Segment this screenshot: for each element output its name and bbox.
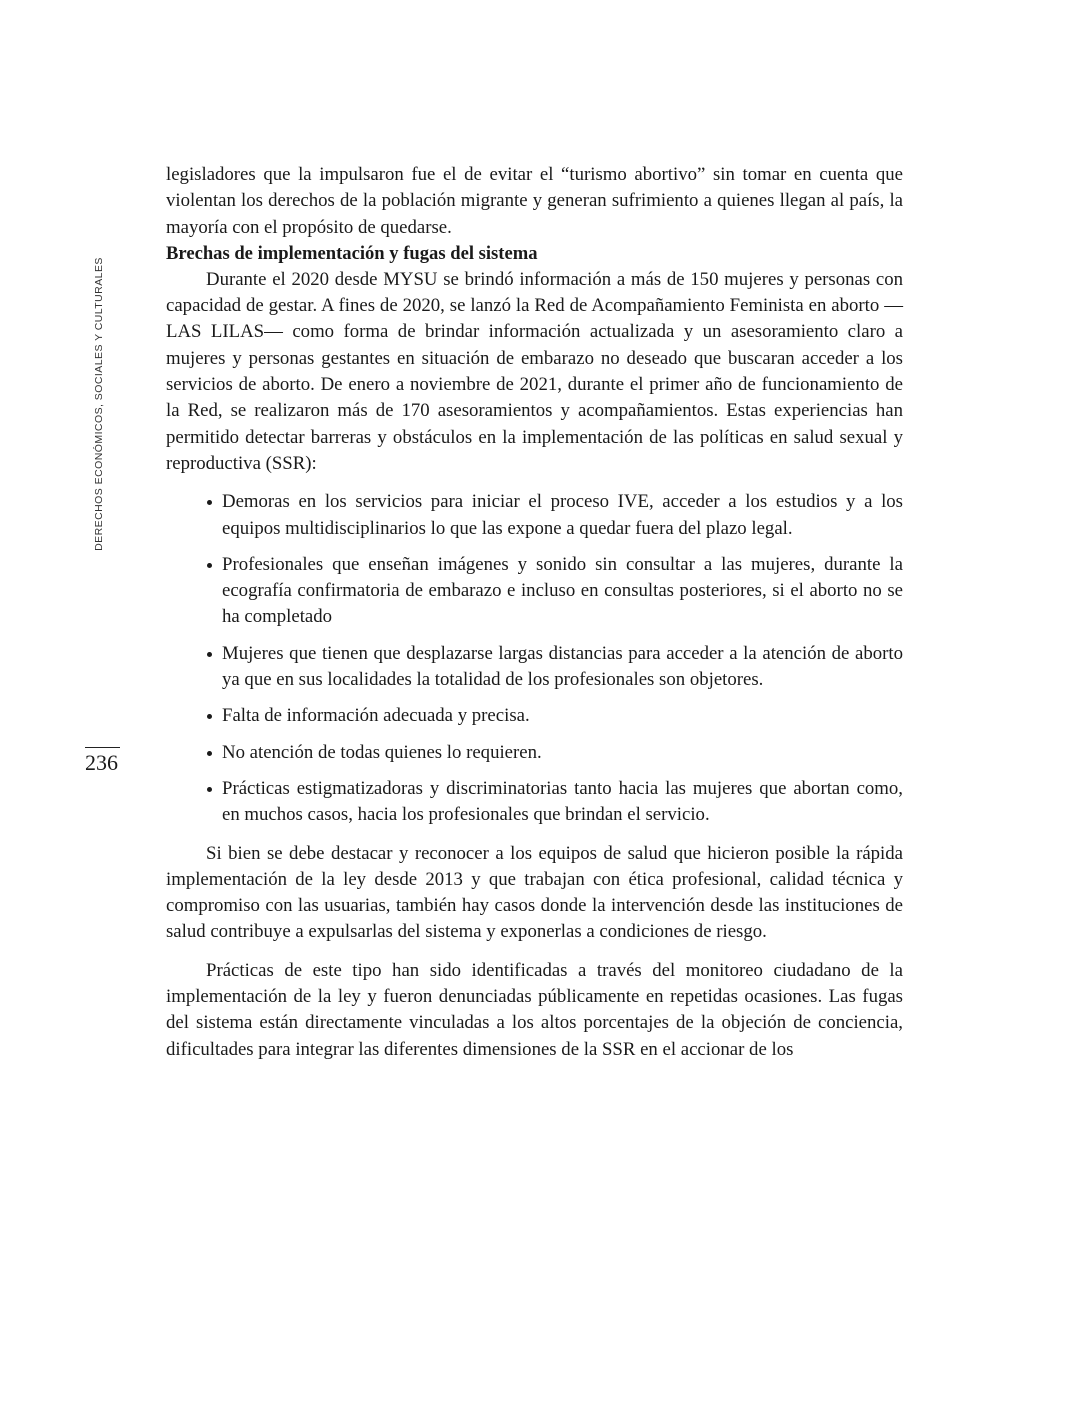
page-body (166, 162, 903, 1063)
list-item: Falta de información adecuada y precisa. (222, 703, 903, 729)
barriers-list (166, 489, 903, 828)
page-number-rule (85, 747, 120, 748)
section-heading: Brechas de implementación y fugas del sistema (166, 242, 538, 264)
list-item: Mujeres que tienen que desplazarse largas distancias para acceder a la atención de aborto ya que en sus localidades la totalidad de los profesionales son objetores. (222, 641, 903, 694)
opening-paragraph: legisladores que la impulsaron fue el de evitar el “turismo abortivo” sin tomar en cuenta que violentan los derechos de la población migrante y generan sufrimiento a quienes llegan al país, la mayoría con el propósito de quedarse. (166, 164, 903, 238)
body-paragraph-1: Durante el 2020 desde MYSU se brindó información a más de 150 mujeres y personas con capacidad de gestar. A fines de 2020, se lanzó la Red de Acompañamiento Feminista en aborto —LAS LILAS— como forma de brindar información actualizada y un asesoramiento claro a mujeres y personas gestantes en situación de embarazo no deseado que buscaran acceder a los servicios de aborto. De enero a noviembre de 2021, durante el primer año de funcionamiento de la Red, se realizaron más de 170 asesoramientos y acompañamientos. Estas experiencias han permitido detectar barreras y obstáculos en la implementación de las políticas en salud sexual y reproductiva (SSR): (166, 268, 903, 474)
list-item: Prácticas estigmatizadoras y discriminatorias tanto hacia las mujeres que abortan como, en muchos casos, hacia los profesionales que brindan el servicio. (222, 776, 903, 829)
list-item: No atención de todas quienes lo requieren. (222, 740, 903, 766)
page-number: 236 (85, 750, 118, 775)
body-paragraph-3: Prácticas de este tipo han sido identificadas a través del monitoreo ciudadano de la implementación de la ley y fueron denunciadas públicamente en repetidas ocasiones. Las fugas del sistema están directamente vinculadas a los altos porcentajes de la objeción de conciencia, dificultades para integrar las diferentes dimensiones de la SSR en el accionar de los (166, 959, 903, 1060)
running-head: DERECHOS ECONÓMICOS, SOCIALES Y CULTURALES (93, 257, 105, 551)
list-item: Demoras en los servicios para iniciar el proceso IVE, acceder a los estudios y a los equipos multidisciplinarios lo que las expone a quedar fuera del plazo legal. (222, 489, 903, 542)
list-item: Profesionales que enseñan imágenes y sonido sin consultar a las mujeres, durante la ecografía confirmatoria de embarazo e incluso en consultas posteriores, si el aborto no se ha completado (222, 552, 903, 631)
body-paragraph-2: Si bien se debe destacar y reconocer a los equipos de salud que hicieron posible la rápida implementación de la ley desde 2013 y que trabajan con ética profesional, calidad técnica y compromiso con las usuarias, también hay casos donde la intervención desde las instituciones de salud contribuye a expulsarlas del sistema y exponerlas a condiciones de riesgo. (166, 842, 903, 943)
